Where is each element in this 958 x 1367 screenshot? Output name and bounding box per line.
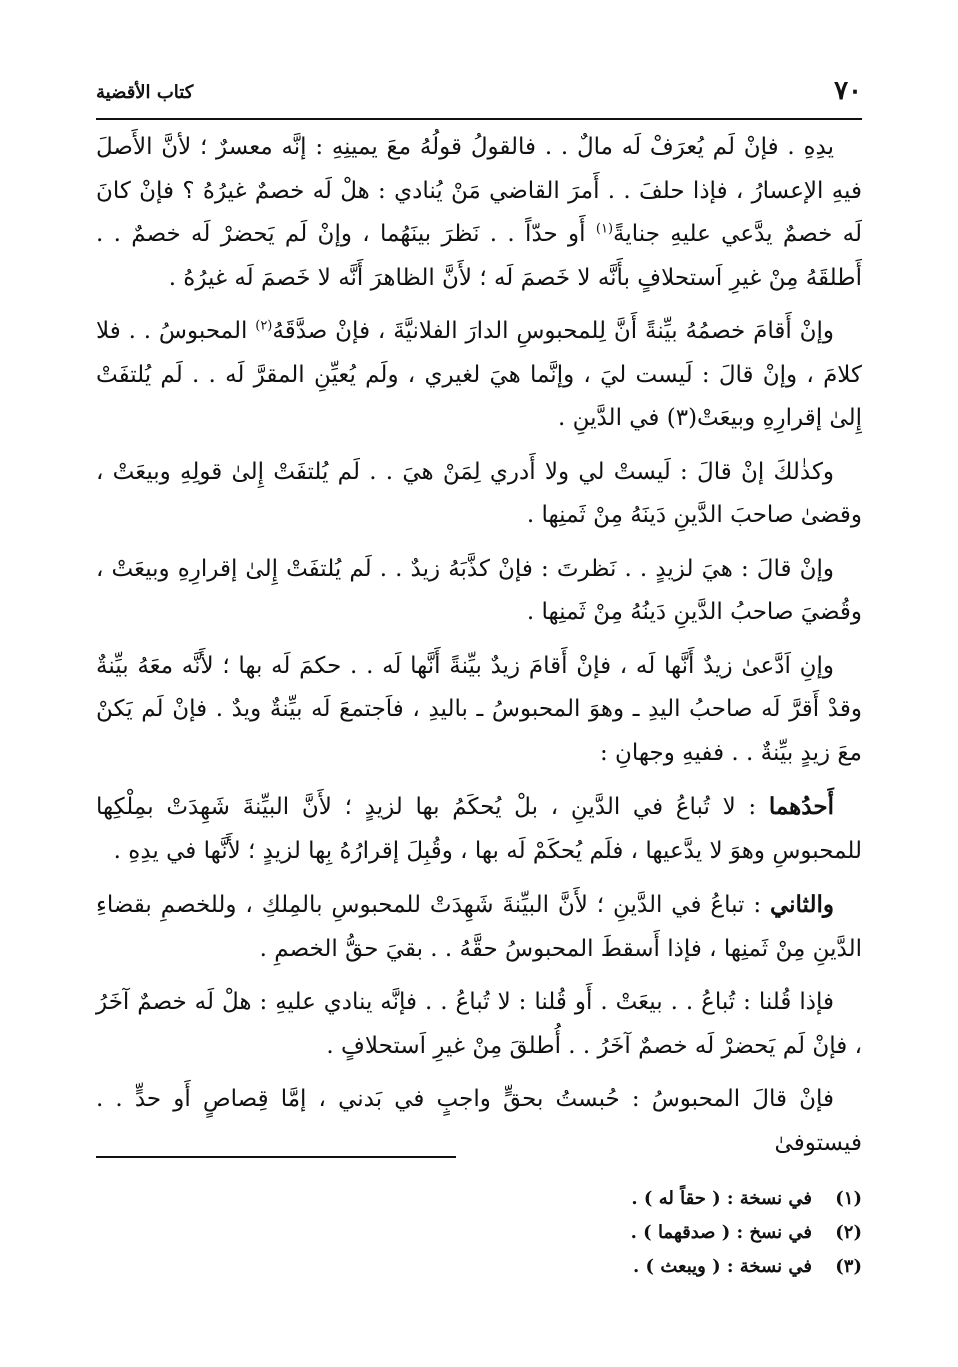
paragraph-text: : تباعُ في الدَّينِ ؛ لأَنَّ البيِّنةَ شَهِدَتْ للمحبوسِ بالمِلكِ ، وللخصمِ بقضاءِ الدَّينِ مِنْ ثَمنِها ، فإذا أَسقطَ المحبوسُ حقَّهُ . . بقيَ حقُّ الخصمِ . <box>96 892 862 962</box>
paragraph-text: المحبوسُ . . فلا كلامَ ، وإنْ قالَ : لَيست ليَ ، وإنَّما هيَ لغيري ، ولَم يُعيِّنِ المقرَّ لَه . . لَم يُلتفَتْ إِلىٰ إقرارِهِ وبيعَتْ(٣) في الدَّينِ . <box>96 318 862 431</box>
paragraph-text: وإنِ اَدَّعىٰ زيدٌ أَنَّها لَه ، فإنْ أَقامَ زيدٌ بيِّنةً أَنَّها لَه . . حكمَ لَه بها ؛ لأَنَّه معَهُ بيِّنةٌ وقدْ أَقرَّ لَه صاحبُ اليدِ ـ وهوَ المحبوسُ ـ باليدِ ، فاَجتمعَ لَه بيِّنةٌ ويدٌ . فإنْ لَم يَكنْ معَ زيدٍ بيِّنةٌ . . ففيهِ وجهانِ : <box>96 652 862 766</box>
footnote-number: (٣) <box>835 1256 862 1277</box>
footnote <box>96 1182 862 1216</box>
footnote-number: (٢) <box>835 1222 862 1243</box>
body-text <box>96 126 862 1175</box>
paragraph-text: وكذٰلكَ إنْ قالَ : لَيستْ لي ولا أَدري لِمَنْ هيَ . . لَم يُلتفَتْ إِلىٰ قولِهِ وبيعَتْ ، وقضىٰ صاحبَ الدَّينِ دَينَهُ مِنْ ثَمنِها . <box>96 458 862 528</box>
paragraph-lead: أَحدُهما <box>768 793 834 820</box>
paragraph <box>96 981 862 1068</box>
paragraph <box>96 310 862 441</box>
paragraph-text: أَو حدّاً . . نَظرَ بينَهُما ، وإنْ لَم يَحضرْ لَه خصمٌ . . أَطلقَهُ مِنْ غيرِ اَستحلافٍ بأَنَّه لا خَصمَ لَه ؛ لأَنَّ الظاهرَ أَنَّه لا خَصمَ لَه غيرُهُ . <box>96 221 862 291</box>
footnote-number: (١) <box>835 1188 862 1209</box>
footnote-text: في نسخة : ( ويبعث ) . <box>633 1256 812 1277</box>
paragraph <box>96 126 862 300</box>
running-title: كتاب الأقضية <box>96 82 194 103</box>
paragraph <box>96 451 862 538</box>
paragraph-lead: والثاني <box>769 891 834 918</box>
paragraph <box>96 1078 862 1165</box>
paragraph-text: يدِهِ . فإنْ لَم يُعرَفْ لَه مالٌ . . فالقولُ قولُهُ معَ يمينِهِ : إنَّه معسرٌ ؛ لأنَّ الأَصلَ فيهِ الإعسارُ ، فإذا حلفَ . . أَمرَ القاضي مَنْ يُنادي : هلْ لَه خصمٌ غيرُهُ ؟ فإنْ كانَ لَه خصمٌ يدَّعي عليهِ جنايةً <box>96 134 862 247</box>
paragraph <box>96 785 862 873</box>
page-number: ٧٠ <box>834 76 862 106</box>
paragraph <box>96 883 862 971</box>
paragraph <box>96 548 862 635</box>
footnote <box>96 1250 862 1284</box>
paragraph-text: : لا تُباعُ في الدَّينِ ، بلْ يُحكَمُ بها لزيدٍ ؛ لأَنَّ البيِّنةَ شَهِدَتْ بمِلْكِها للمحبوسِ وهوَ لا يدَّعيها ، فلَم يُحكَمْ لَه بها ، وقُبِلَ إقرارُهُ بِها لزيدٍ ؛ لأَنَّها في يدِهِ . <box>96 794 862 864</box>
paragraph-text: فإذا قُلنا : تُباعُ . . بيعَتْ . أَو قُلنا : لا تُباعُ . . فإنَّه ينادي عليهِ : هلْ لَه خصمٌ آخَرُ ، فإنْ لَم يَحضرْ لَه خصمٌ آخَرُ . . أُطلقَ مِنْ غيرِ اَستحلافٍ . <box>96 989 862 1059</box>
footnote-marker: (٢) <box>255 318 273 334</box>
header-rule <box>96 118 862 120</box>
footnotes <box>96 1182 862 1284</box>
paragraph <box>96 645 862 776</box>
footnote-marker: (١) <box>595 221 614 237</box>
footnote-rule <box>96 1156 456 1158</box>
footnote-text: في نسخة : ( حقاً له ) . <box>631 1188 812 1209</box>
paragraph-text: وإنْ أَقامَ خصمُهُ بيِّنةً أَنَّ لِلمحبوسِ الدارَ الفلانيَّةَ ، فإنْ صدَّقَهُ <box>272 318 834 344</box>
footnote-text: في نسخ : ( صدقهما ) . <box>630 1222 812 1243</box>
footnote <box>96 1216 862 1250</box>
paragraph-text: فإنْ قالَ المحبوسُ : حُبستُ بحقٍّ واجبٍ في بَدني ، إمَّا قِصاصٍ أَو حدٍّ . . فيستوفىٰ <box>96 1086 862 1156</box>
paragraph-text: وإنْ قالَ : هيَ لزيدٍ . . نَظرتَ : فإنْ كذَّبَهُ زيدٌ . . لَم يُلتفَتْ إِلىٰ إقرارِهِ وبيعَتْ ، وقُضيَ صاحبُ الدَّينِ دَينُهُ مِنْ ثَمنِها . <box>96 555 862 625</box>
page-header <box>96 76 862 110</box>
